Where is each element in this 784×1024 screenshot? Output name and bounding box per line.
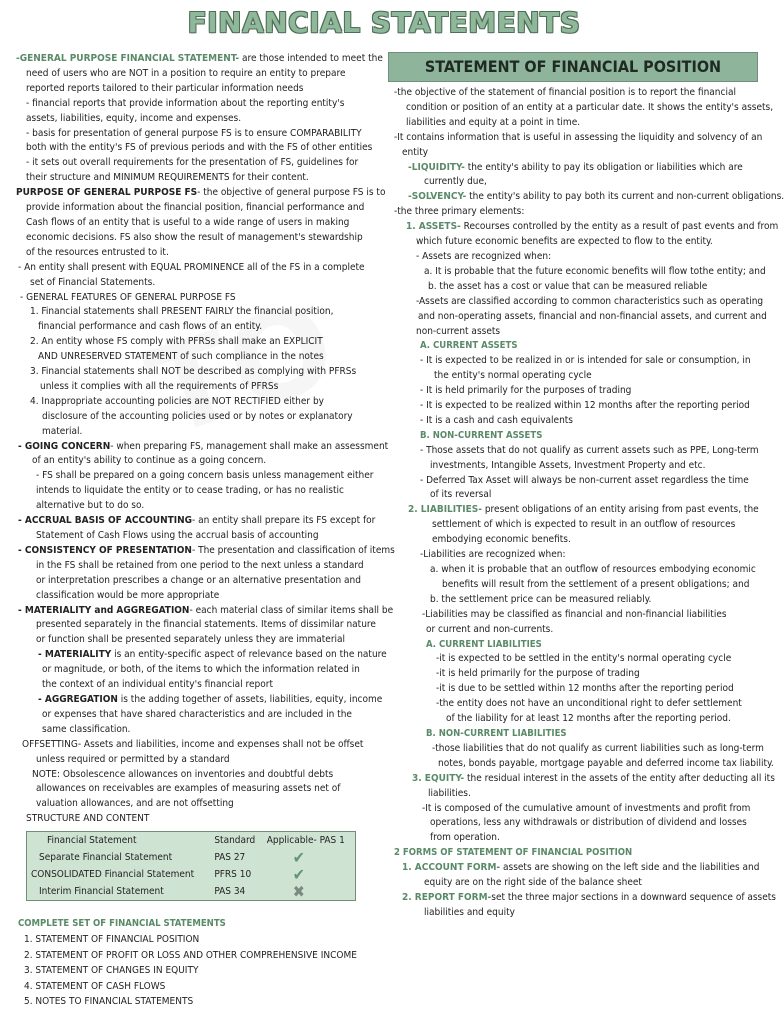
text-line	[16, 544, 395, 559]
list-item: 1. STATEMENT OF FINANCIAL POSITION	[24, 934, 200, 946]
text-span: -Liabilities may be classified as financial and non-financial liabilities	[422, 608, 727, 620]
text-span: - It is a cash and cash equivalents	[420, 414, 573, 426]
text-line	[16, 440, 389, 455]
text-span: present obligations of an entity arising from past events, the	[481, 504, 759, 516]
list-item: 2. STATEMENT OF PROFIT OR LOSS AND OTHER COMPREHENSIVE INCOME	[24, 949, 357, 961]
text-line	[388, 578, 758, 593]
text-line	[388, 190, 784, 205]
text-line	[16, 663, 368, 678]
text-line	[16, 559, 368, 574]
text-span: or interpretation prescribes a change or an alternative presentation and	[36, 574, 361, 586]
complete-set-list	[16, 932, 368, 1010]
table-row	[27, 883, 356, 901]
text-span: both with the entity's FS of previous periods and with the FS of other entities	[26, 142, 373, 154]
text-span: b. the settlement price can be measured reliably.	[430, 593, 652, 605]
text-line	[16, 261, 368, 276]
table-row	[27, 849, 356, 866]
financial-position-notes	[388, 86, 784, 921]
table-cell: PFRS 10	[214, 869, 252, 881]
text-span: - It is held primarily for the purposes of trading	[420, 385, 632, 397]
text-span: 4. Inappropriate accounting policies are NOT RECTIFIED either by	[30, 395, 324, 407]
text-span: assets are showing on the left side and the liabilities and	[500, 862, 760, 874]
text-span: - an entity shall prepare its FS except for	[192, 515, 376, 527]
text-span: STRUCTURE AND CONTENT	[26, 813, 150, 825]
table-cell: CONSOLIDATED Financial Statement	[31, 869, 195, 881]
text-span: the residual interest in the assets of the entity after deducting all its	[464, 772, 775, 784]
text-span: -it is expected to be settled in the entity's normal operating cycle	[436, 653, 732, 665]
text-span: material.	[42, 425, 83, 437]
text-line	[16, 648, 387, 663]
text-span: the context of an individual entity's financial report	[42, 679, 273, 691]
right-column	[388, 52, 784, 921]
text-line	[388, 548, 758, 563]
text-line	[16, 469, 374, 484]
text-span: operations, less any withdrawals or distribution of dividend and losses	[430, 817, 747, 829]
text-line	[16, 484, 368, 499]
text-line	[388, 339, 758, 354]
text-line	[16, 335, 368, 350]
text-span: NOTE: Obsolescence allowances on inventories and doubtful debts	[32, 768, 334, 780]
text-line	[388, 205, 758, 220]
text-span: financial performance and cash flows of an entity.	[38, 321, 263, 333]
text-span: b. the asset has a cost or value that can be measured reliable	[428, 280, 708, 292]
text-span: reported reports tailored to their particular information needs	[26, 82, 304, 94]
text-line	[388, 563, 758, 578]
section-title-financial-position: STATEMENT OF FINANCIAL POSITION	[388, 52, 758, 82]
text-line	[16, 246, 368, 261]
complete-set-heading: COMPLETE SET OF FINANCIAL STATEMENTS	[18, 918, 226, 930]
text-line	[388, 727, 758, 742]
text-line	[388, 220, 779, 235]
standards-table	[26, 831, 356, 901]
table-cell: PAS 27	[214, 852, 246, 864]
text-span: - each material class of similar items shall be	[189, 604, 394, 616]
text-line	[16, 127, 368, 142]
text-span: - Those assets that do not qualify as current assets such as PPE, Long-term	[420, 444, 759, 456]
text-line	[388, 757, 774, 772]
text-line	[388, 608, 758, 623]
text-line	[16, 499, 368, 514]
list-item: 3. STATEMENT OF CHANGES IN EQUITY	[24, 965, 199, 977]
text-line	[388, 667, 758, 682]
text-line	[16, 589, 368, 604]
text-span: -Assets are classified according to common characteristics such as operating	[416, 295, 764, 307]
text-line	[16, 171, 368, 186]
text-line	[388, 399, 758, 414]
text-line	[388, 369, 758, 384]
text-line	[16, 97, 368, 112]
text-line	[16, 410, 368, 425]
text-span: - FS shall be prepared on a going concern basis unless management either	[36, 470, 374, 482]
text-span: - MATERIALITY and AGGREGATION	[18, 604, 190, 616]
text-line	[16, 574, 368, 589]
text-line	[16, 529, 368, 544]
text-span: AND UNRESERVED STATEMENT of such compliance in the notes	[38, 351, 324, 363]
text-line	[388, 414, 758, 429]
text-span: a. when it is probable that an outflow of resources embodying economic	[430, 564, 756, 575]
text-span: - It is expected to be realized in or is intended for sale or consumption, in	[420, 355, 751, 367]
text-span: 2. An entity whose FS comply with PFRSs shall make an EXPLICIT	[30, 336, 323, 348]
text-line	[16, 678, 368, 693]
text-span: presented separately in the financial statements. Items of dissimilar nature	[36, 619, 376, 631]
text-span: of an entity's ability to continue as a going concern.	[32, 455, 267, 467]
text-line	[388, 250, 758, 265]
table-cell: PAS 34	[214, 886, 246, 898]
text-span: -SOLVENCY-	[408, 191, 467, 203]
text-span: 1. ACCOUNT FORM-	[402, 862, 501, 874]
text-line	[388, 697, 758, 712]
text-line	[388, 623, 758, 638]
text-span: is the adding together of assets, liabilities, equity, income	[117, 693, 383, 705]
text-line	[388, 116, 758, 131]
text-span: -the objective of the statement of financial position is to report the financial	[394, 87, 736, 98]
text-span: 2. REPORT FORM-	[402, 891, 492, 903]
text-span: Recourses controlled by the entity as a result of past events and from	[460, 221, 779, 233]
text-line	[16, 797, 368, 812]
text-span: - when preparing FS, management shall make an assessment	[110, 440, 389, 452]
text-line	[388, 772, 775, 787]
text-line	[16, 618, 376, 633]
text-span: - Assets are recognized when:	[416, 250, 552, 262]
text-span: the entity's ability to pay its obligation or liabilities which are	[464, 161, 743, 173]
text-span: -the three primary elements:	[394, 206, 525, 218]
text-line	[16, 156, 368, 171]
text-span: or function shall be presented separately unless they are immaterial	[36, 634, 346, 646]
text-line	[16, 320, 368, 335]
page-title: FINANCIAL STATEMENTS	[187, 6, 581, 39]
table-header: Financial Statement	[47, 835, 137, 847]
text-line	[388, 429, 758, 444]
text-span: disclosure of the accounting policies used or by notes or explanatory	[42, 410, 353, 422]
text-span: set the three major sections in a downward sequence of assets	[491, 891, 776, 903]
text-line	[388, 787, 758, 802]
text-line	[16, 782, 368, 797]
table-cell: Interim Financial Statement	[39, 886, 164, 898]
text-line	[388, 86, 758, 101]
text-line	[16, 186, 386, 201]
text-line	[388, 831, 758, 846]
text-span: - Deferred Tax Asset will always be non-current asset regardless the time	[420, 474, 749, 486]
text-span: of the resources entrusted to it.	[26, 246, 169, 258]
text-span: from operation.	[430, 832, 500, 844]
text-line	[388, 459, 758, 474]
text-span: or magnitude, or both, of the items to which the information related in	[42, 664, 360, 676]
text-span: non-current assets	[416, 325, 501, 337]
text-span: -the entity does not have an unconditional right to defer settlement	[436, 698, 742, 710]
text-span: condition or position of an entity at a particular date. It shows the entity's assets,	[406, 101, 774, 113]
text-span: - financial reports that provide information about the reporting entity's	[26, 97, 345, 109]
text-line	[16, 112, 368, 127]
text-line	[388, 354, 758, 369]
text-line	[388, 503, 758, 518]
text-line	[16, 693, 383, 708]
text-line	[16, 738, 368, 753]
text-span: -GENERAL PURPOSE FINANCIAL STATEMENT-	[16, 53, 240, 64]
text-span: investments, Intangible Assets, Investment Property and etc.	[430, 459, 706, 471]
text-line	[388, 295, 764, 310]
text-span: intends to liquidate the entity or to cease trading, or has no realistic	[36, 485, 344, 497]
text-line	[16, 67, 368, 82]
general-purpose-notes	[16, 52, 395, 827]
text-span: - The presentation and classification of items	[191, 544, 395, 556]
text-span: currently due,	[424, 176, 487, 188]
text-span: valuation allowances, and are not offsetting	[36, 798, 234, 810]
text-span: in the FS shall be retained from one period to the next unless a standard	[36, 559, 364, 571]
text-line	[388, 533, 758, 548]
text-line	[16, 514, 376, 529]
text-line	[16, 395, 368, 410]
text-line	[388, 876, 758, 891]
text-line	[388, 802, 758, 817]
text-line	[16, 454, 368, 469]
text-line	[388, 474, 758, 489]
text-line	[388, 131, 763, 146]
check-icon: ✔	[292, 865, 305, 885]
text-span: B. NON-CURRENT ASSETS	[420, 429, 543, 441]
text-span: -LIQUIDITY-	[408, 161, 465, 173]
text-span: the entity's ability to pay both its current and non-current obligations.	[466, 191, 784, 203]
text-line	[388, 891, 776, 906]
text-span: or current and non-currents.	[426, 623, 554, 635]
text-span: -it is held primarily for the purpose of trading	[436, 668, 640, 680]
text-span: -Liabilities are recognized when:	[420, 549, 566, 561]
text-line	[16, 141, 373, 156]
table-row	[27, 866, 356, 883]
text-span: 1. Financial statements shall PRESENT FAIRLY the financial position,	[30, 306, 334, 318]
text-line	[388, 280, 758, 295]
text-line	[388, 101, 774, 116]
text-line	[16, 82, 368, 97]
text-line	[16, 604, 394, 619]
text-span: B. NON-CURRENT LIABILITIES	[426, 727, 567, 739]
text-line	[16, 52, 383, 67]
text-span: 2. LIABILITIES-	[408, 504, 482, 516]
text-span: liabilities.	[428, 787, 471, 799]
text-span: -It is composed of the cumulative amount of investments and profit from	[422, 802, 751, 814]
list-item: 4. STATEMENT OF CASH FLOWS	[24, 980, 166, 992]
text-span: 3. EQUITY-	[412, 772, 465, 784]
text-span: benefits will result from the settlement of a present obligations; and	[442, 578, 750, 590]
text-span: provide information about the financial position, financial performance and	[26, 202, 365, 214]
text-span: a. It is probable that the future economic benefits will flow tothe entity; and	[424, 265, 766, 277]
text-span: - the objective of general purpose FS is to	[197, 187, 386, 199]
text-line	[388, 712, 758, 727]
left-column	[16, 52, 395, 1010]
text-line	[388, 652, 758, 667]
text-span: assets, liabilities, equity, income and expenses.	[26, 112, 242, 124]
text-line	[16, 276, 368, 291]
text-line	[388, 846, 758, 861]
text-span: unless required or permitted by a standard	[36, 753, 230, 765]
text-line	[388, 161, 758, 176]
text-span: 3. Financial statements shall NOT be described as complying with PFRSs	[30, 366, 357, 378]
text-span: -It contains information that is useful in assessing the liquidity and solvency of an	[394, 131, 763, 143]
text-line	[388, 638, 758, 653]
text-span: which future economic benefits are expected to flow to the entity.	[416, 236, 713, 248]
table-header-row	[27, 832, 356, 850]
text-span: - MATERIALITY	[38, 649, 112, 661]
text-line	[388, 235, 758, 250]
text-line	[16, 768, 368, 783]
text-line	[16, 753, 368, 768]
text-line	[16, 708, 368, 723]
text-span: need of users who are NOT in a position to require an entity to prepare	[26, 67, 346, 79]
table-header: Standard	[214, 835, 256, 847]
text-line	[388, 325, 758, 340]
text-span: Cash flows of an entity that is useful to a wide range of users in making	[26, 216, 350, 228]
table-cell: Separate Financial Statement	[39, 852, 173, 864]
text-span: embodying economic benefits.	[432, 534, 571, 546]
text-line	[16, 365, 368, 380]
text-span: entity	[402, 146, 429, 158]
text-line	[388, 906, 758, 921]
text-span: - It is expected to be realized within 12 months after the reporting period	[420, 400, 750, 412]
text-span: notes, bonds payable, mortgage payable and deferred income tax liability.	[438, 757, 774, 769]
text-line	[16, 350, 368, 365]
text-span: 1. ASSETS-	[406, 221, 461, 233]
table-header: Applicable- PAS 1	[266, 835, 345, 847]
text-span: - GOING CONCERN	[18, 440, 111, 452]
text-span: is an entity-specific aspect of relevance based on the nature	[111, 649, 387, 661]
text-span: A. CURRENT ASSETS	[420, 340, 518, 352]
text-line	[16, 633, 368, 648]
list-item: 5. NOTES TO FINANCIAL STATEMENTS	[24, 996, 194, 1008]
text-line	[388, 265, 766, 280]
text-span: the entity's normal operating cycle	[434, 370, 592, 382]
text-line	[388, 146, 758, 161]
text-span: economic decisions. FS also show the result of management's stewardship	[26, 231, 363, 243]
text-span: - CONSISTENCY OF PRESENTATION	[18, 544, 192, 556]
text-span: and non-operating assets, financial and non-financial assets, and current and	[418, 310, 767, 322]
text-line	[16, 291, 368, 306]
text-span: liabilities and equity	[424, 906, 515, 918]
text-span: or expenses that have shared characteristics and are included in the	[42, 708, 352, 720]
text-span: - AGGREGATION	[38, 693, 118, 705]
text-line	[16, 216, 368, 231]
text-line	[16, 201, 368, 216]
text-span: settlement of which is expected to result in an outflow of resources	[432, 519, 736, 531]
text-line	[16, 723, 368, 738]
text-span: OFFSETTING- Assets and liabilities, income and expenses shall not be offset	[22, 738, 364, 750]
text-line	[16, 380, 368, 395]
text-span: their structure and MINIMUM REQUIREMENTS for their content.	[26, 172, 309, 184]
text-span: - ACCRUAL BASIS OF ACCOUNTING	[18, 515, 192, 527]
text-span: -it is due to be settled within 12 months after the reporting period	[436, 683, 734, 695]
text-span: equity are on the right side of the balance sheet	[424, 877, 642, 889]
text-span: liabilities and equity at a point in time.	[406, 116, 581, 128]
text-span: same classification.	[42, 723, 131, 735]
text-line	[388, 310, 767, 325]
text-line	[388, 682, 758, 697]
text-span: of the liability for at least 12 months after the reporting period.	[446, 713, 731, 725]
text-span: A. CURRENT LIABILITIES	[426, 638, 542, 650]
text-line	[388, 861, 758, 876]
text-span: classification would be more appropriate	[36, 589, 220, 601]
text-span: - GENERAL FEATURES OF GENERAL PURPOSE FS	[20, 291, 236, 303]
check-icon: ✔	[292, 848, 305, 868]
text-span: unless it complies with all the requirements of PFRSs	[40, 380, 279, 392]
text-span: -those liabilities that do not qualify as current liabilities such as long-term	[432, 742, 764, 754]
text-line	[16, 231, 368, 246]
text-line	[388, 593, 758, 608]
text-span: are those intended to meet the	[239, 53, 383, 64]
text-span: of its reversal	[430, 489, 492, 501]
text-line	[388, 742, 764, 757]
text-line	[388, 816, 758, 831]
text-line	[16, 425, 368, 440]
text-line	[388, 384, 758, 399]
text-span: PURPOSE OF GENERAL PURPOSE FS	[16, 187, 198, 199]
text-span: set of Financial Statements.	[30, 276, 156, 288]
text-span: allowances on receivables are examples of measuring assets net of	[36, 783, 341, 795]
text-line	[16, 812, 368, 827]
text-line	[388, 488, 758, 503]
text-span: 2 FORMS OF STATEMENT OF FINANCIAL POSITION	[394, 847, 633, 859]
text-span: - An entity shall present with EQUAL PROMINENCE all of the FS in a complete	[18, 261, 365, 273]
text-line	[388, 518, 758, 533]
text-line	[388, 444, 758, 459]
text-span: - basis for presentation of general purpose FS is to ensure COMPARABILITY	[26, 127, 362, 139]
cross-icon: ✖	[292, 882, 305, 902]
text-line	[16, 305, 368, 320]
text-span: alternative but to do so.	[36, 500, 145, 512]
text-line	[388, 175, 758, 190]
text-span: - it sets out overall requirements for the presentation of FS, guidelines for	[26, 157, 359, 169]
text-span: Statement of Cash Flows using the accrual basis of accounting	[36, 530, 319, 541]
